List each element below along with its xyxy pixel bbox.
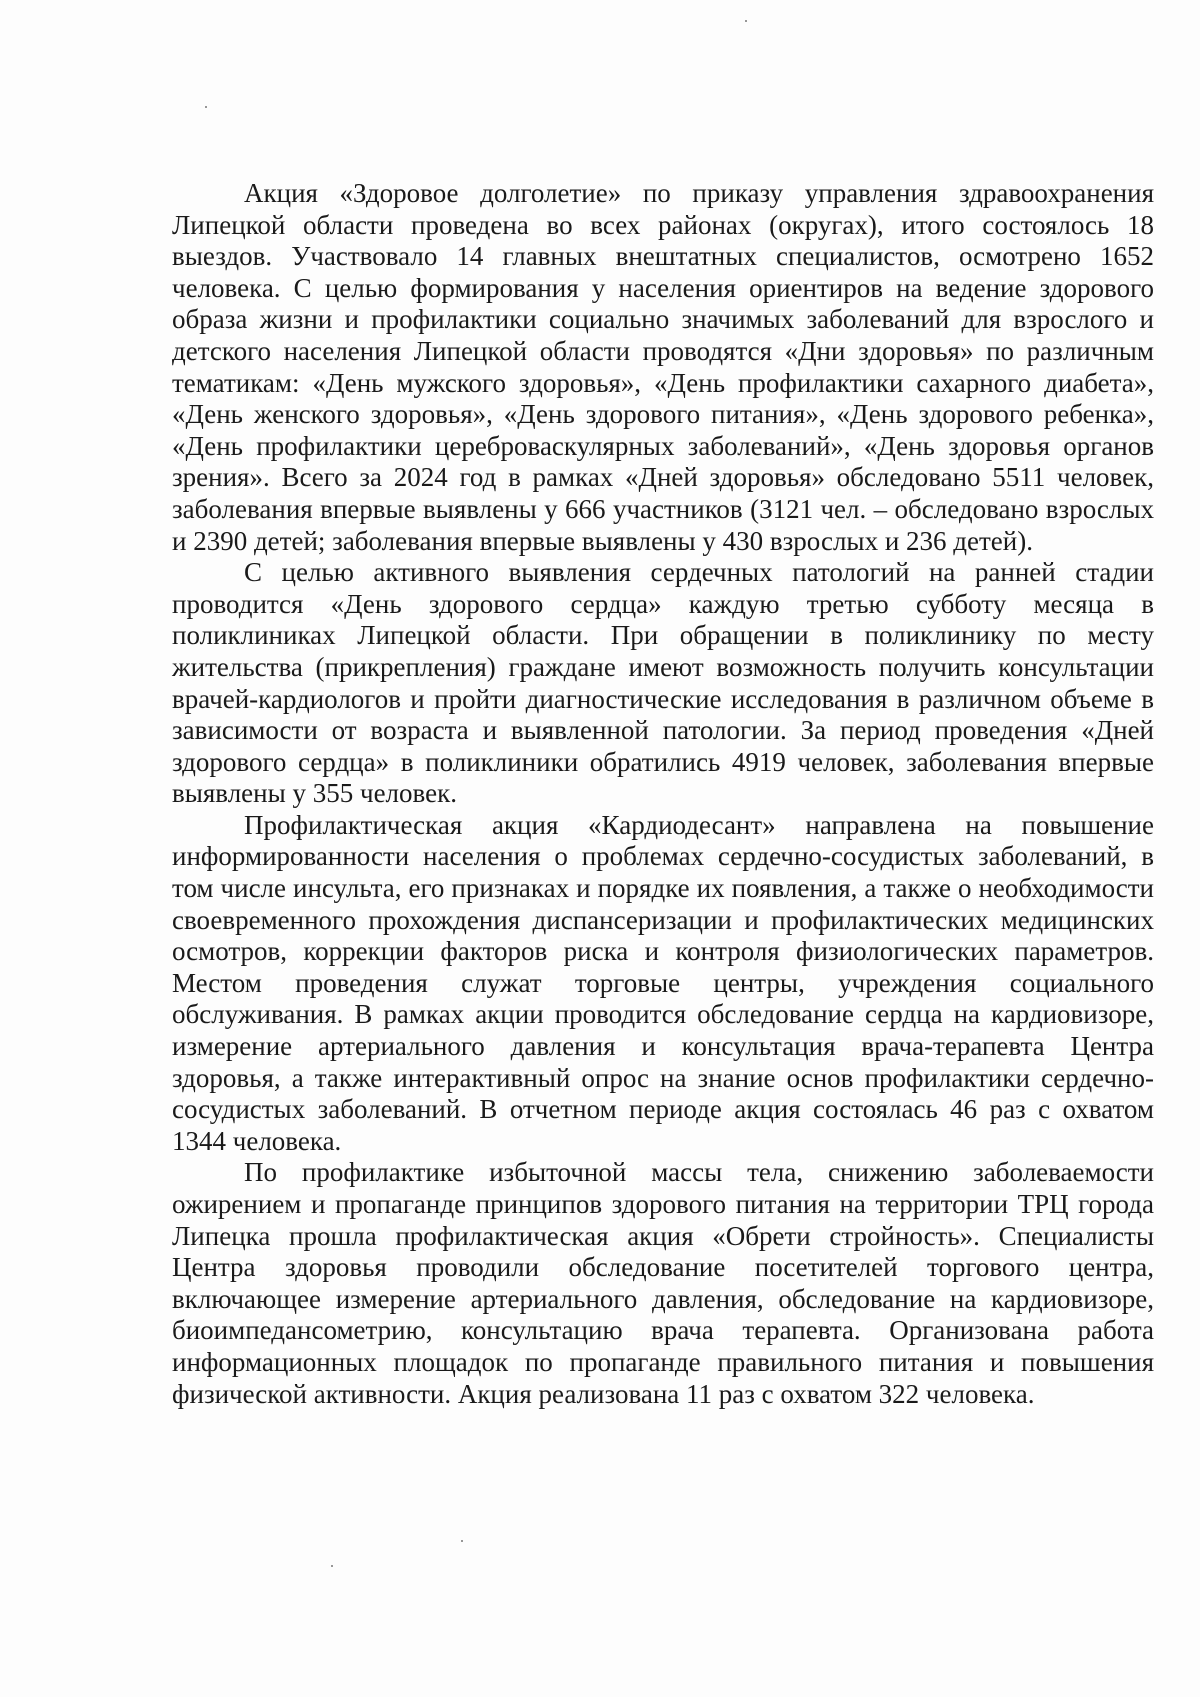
paragraph-zdorovoe-dolgoletie: Акция «Здоровое долголетие» по приказу управления здравоохранения Липецкой области проведена во всех районах (округах), итого состоялось 18 выездов. Участвовало 14 главных внештатных специалистов, осмотрено 1652 человека. С целью формирования у населения ориентиров на ведение здорового образа жизни и профилактики социально значимых заболеваний для взрослого и детского населения Липецкой области проводятся «Дни здоровья» по различным тематикам: «День мужского здоровья», «День профилактики сахарного диабета», «День женского здоровья», «День здорового питания», «День здорового ребенка», «День профилактики цереброваскулярных заболеваний», «День здоровья органов зрения». Всего за 2024 год в рамках «Дней здоровья» обследовано 5511 человек, заболевания впервые выявлены у 666 участников (3121 чел. – обследовано взрослых и 2390 детей; заболевания впервые выявлены у 430 взрослых и 236 детей). (172, 178, 1154, 556)
document-body (172, 178, 1154, 1410)
paragraph-obreti-stroynost: По профилактике избыточной массы тела, снижению заболеваемости ожирением и пропаганде принципов здорового питания на территории ТРЦ города Липецка прошла профилактическая акция «Обрети стройность». Специалисты Центра здоровья проводили обследование посетителей торгового центра, включающее измерение артериального давления, обследование на кардиовизоре, биоимпедансометрию, консультацию врача терапевта. Организована работа информационных площадок по пропаганде правильного питания и повышения физической активности. Акция реализована 11 раз с охватом 322 человека. (172, 1157, 1154, 1409)
paragraph-den-zdorovogo-serdca: С целью активного выявления сердечных патологий на ранней стадии проводится «День здорового сердца» каждую третью субботу месяца в поликлиниках Липецкой области. При обращении в поликлинику по месту жительства (прикрепления) граждане имеют возможность получить консультации врачей-кардиологов и пройти диагностические исследования в различном объеме в зависимости от возраста и выявленной патологии. За период проведения «Дней здорового сердца» в поликлиники обратились 4919 человек, заболевания впервые выявлены у 355 человек. (172, 557, 1154, 809)
paragraph-kardiodesant: Профилактическая акция «Кардиодесант» направлена на повышение информированности населения о проблемах сердечно-сосудистых заболеваний, в том числе инсульта, его признаках и порядке их появления, а также о необходимости своевременного прохождения диспансеризации и профилактических медицинских осмотров, коррекции факторов риска и контроля физиологических параметров. Местом проведения служат торговые центры, учреждения социального обслуживания. В рамках акции проводится обследование сердца на кардиовизоре, измерение артериального давления и консультация врача-терапевта Центра здоровья, а также интерактивный опрос на знание основ профилактики сердечно-сосудистых заболеваний. В отчетном периоде акция состоялась 46 раз с охватом 1344 человека. (172, 809, 1154, 1156)
scan-speck (205, 106, 207, 108)
scan-speck (745, 20, 747, 22)
scan-speck (461, 1540, 463, 1542)
scan-speck (331, 1565, 333, 1567)
